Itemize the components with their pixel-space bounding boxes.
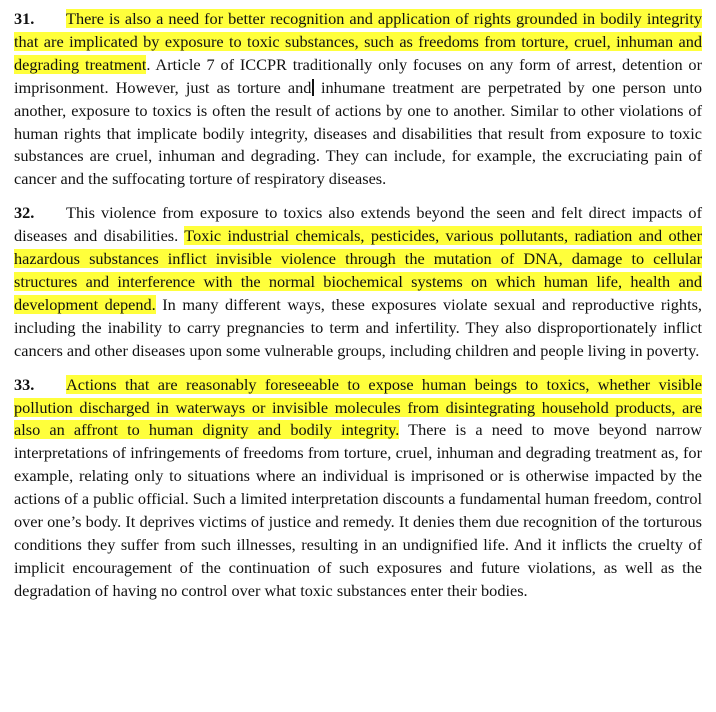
highlighted-text[interactable]: There is also a need for better recognition and application of rights grounded in bodily integrity that are implicated by exposure to toxic substances, such as freedoms from torture, cruel, inhuman and degrading treatment [14,9,702,74]
paragraph-31 [14,8,702,191]
paragraph-text[interactable]: inhumane treatment are perpetrated by one person unto another, exposure to toxics is often the result of actions by one to another. Similar to other violations of human rights that implicate bodily integrity, diseases and disabilities that result from exposure to toxic substances are cruel, inhuman and degrading. They can include, for example, the excruciating pain of cancer and the suffocating torture of respiratory diseases. [14,77,702,189]
paragraph-number: 32. [14,203,35,223]
paragraph-32 [14,202,702,362]
paragraph-text[interactable]: There is a need to move beyond narrow interpretations of infringements of freedoms from torture, cruel, inhuman and degrading treatment as, for example, relating only to situations where an individual is imprisoned or is otherwise impacted by the actions of a public official. Such a limited interpretation discounts a fundamental human freedom, control over one’s body. It deprives victims of justice and remedy. It denies them due recognition of the torturous conditions they suffer from such illnesses, resulting in an undignified life. And it inflicts the cruelty of implicit encouragement of the continuation of such exposures and future violations, as well as the degradation of having no control over what toxic substances enter their bodies. [14,420,702,600]
highlighted-text[interactable]: Actions that are reasonably foreseeable to expose human beings to toxics, whether visible pollution discharged in waterways or invisible molecules from disintegrating household products, are also an affront to human dignity and bodily integrity. [14,374,702,440]
paragraph-number: 33. [14,374,35,394]
paragraph-text[interactable]: . Article 7 of ICCPR traditionally only focuses on any form of arrest, detention or imprisonment. However, just as torture and [14,54,702,97]
paragraph-text[interactable]: This violence from exposure to toxics also extends beyond the seen and felt direct impacts of diseases and disabilities. [14,203,702,246]
document-body [14,8,702,614]
paragraph-33 [14,374,702,603]
paragraph-number: 31. [14,9,35,28]
paragraph-text[interactable]: In many different ways, these exposures violate sexual and reproductive rights, including the inability to carry pregnancies to term and infertility. They also disproportionately inflict cancers and other diseases upon some vulnerable groups, including children and people living in poverty. [14,294,703,360]
highlighted-text[interactable]: Toxic industrial chemicals, pesticides, various pollutants, radiation and other hazardous substances inflict invisible violence through the mutation of DNA, damage to cellular structures and interference with the normal biochemical systems on which human life, health and development depend. [14,226,702,314]
